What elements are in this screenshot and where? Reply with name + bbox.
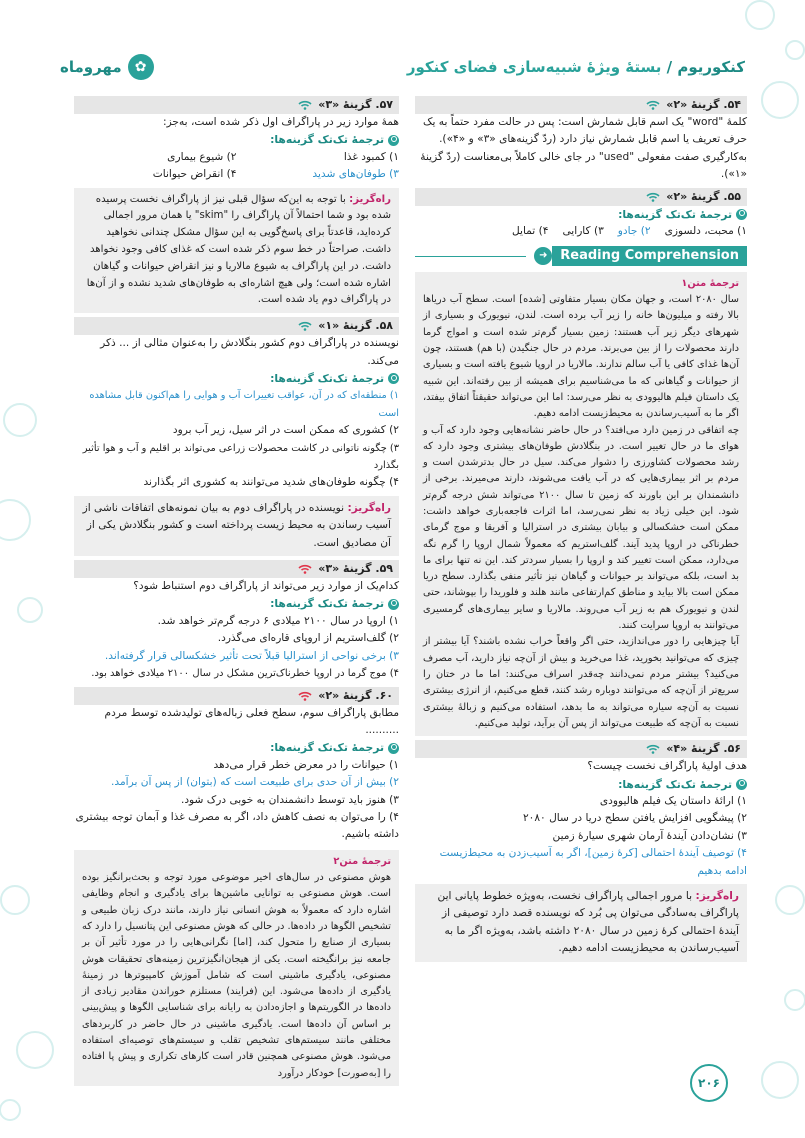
divider <box>415 256 526 257</box>
passage-title: ترجمهٔ متن۲ <box>333 855 391 867</box>
question-54-bar: ۵۴. گزینهٔ «۲» <box>415 96 747 114</box>
tip-text: با توجه به این‌که سؤال قبلی نیز از پاراگراف نخست پرسیده شده بود و شما احتمالاً آن پاراگراف را "skim" یا همان مرور اجمالی کرده‌اید، قاعدتاً برای پاسخ‌گویی به این سؤال مشکل چندانی نخواهید داشت. صراحتاً در خط سوم ذکر شده است که غذای کافی وجود نخواهد داشت. در این پاراگراف به شیوع مالاریا و نیز انقراض حیوانات و گیاهان اشاره شده است؛ ولی هیچ اشاره‌ای به طوفان‌های شدید نشده و از آن‌ها در پاراگراف دوم یاد شده است. <box>86 193 391 306</box>
question-59-bar: ۵۹. گزینهٔ «۳» <box>74 560 399 578</box>
option-2-correct: ۲) جادو <box>617 225 651 238</box>
option-1: ۱) محبت، دلسوزی <box>664 225 747 238</box>
passage-2-translation <box>74 850 399 1086</box>
option-4-correct: ۴) توصیف آیندهٔ احتمالی [کرهٔ زمین]، اگر به آسیب‌زدن به محیط‌زیست ادامه بدهیم <box>439 847 747 877</box>
publisher-logo: ✿ مهروماه <box>60 54 154 80</box>
option-1: ۱) ارائهٔ داستان یک فیلم هالیوودی <box>599 794 747 807</box>
question-59-text: کدام‌یک از موارد زیر می‌تواند از پاراگراف دوم استنباط شود؟ <box>133 580 399 593</box>
header-title: کنکوریوم / بستهٔ ویژهٔ شبیه‌سازی فضای کنکور <box>406 58 745 76</box>
translation-heading: ترجمهٔ تک‌تک گزینه‌ها: <box>74 595 399 612</box>
options-row <box>74 149 399 166</box>
reading-comprehension-banner <box>415 246 747 265</box>
paragraph: هوش مصنوعی در سال‌های اخیر موضوعی مورد توجه و بحث‌برانگیز بوده است. هوش مصنوعی به توانایی ماشین‌ها برای یادگیری و انجام وظایفی اشاره دارد که معمولاً به هوش انسانی نیاز دارند، مانند درک زبان طبیعی و تشخیص الگوها در داده‌ها. در حالی که هوش مصنوعی این پتانسیل را دارد که بسیاری از صنایع را متحول کند، [اما] نگرانی‌هایی را در مورد تأثیر آن بر جامعه نیز برانگیخته است. یکی از هیجان‌انگیزترین زمینه‌های تحقیقات هوش مصنوعی، یادگیری ماشینی است که شامل آموزش کامپیوترها در زمینهٔ یادگیری از داده‌ها می‌شود. این (فرایند) مستلزم خوراندن مقادیر زیادی از داده‌ها در الگوریتم‌ها و اجازه‌دادن به رایانه برای شناسایی الگوها و پیش‌بینی بر اساس آن داده‌ها است. یادگیری ماشینی در حال حاضر در کاربردهای مختلفی مانند سیستم‌های تشخیص تقلب و سیستم‌های توصیه‌ای استفاده می‌شود. هوش مصنوعی همچنین قادر است کارهای تکراری و پیش پا افتاده را [به‌صورت] خودکار درآورد <box>82 872 391 1079</box>
left-column <box>74 92 399 1086</box>
search-icon <box>736 209 747 220</box>
search-icon <box>388 135 399 146</box>
page-header <box>60 50 745 84</box>
option-1-correct: ۱) منطقه‌ای که در آن، عواقب تغییرات آب و هوایی را هم‌اکنون قابل مشاهده است <box>89 390 399 419</box>
question-55-options <box>415 223 747 240</box>
tip-box <box>74 188 399 314</box>
search-icon <box>388 743 399 754</box>
question-57-text: همهٔ موارد زیر در پاراگراف اول ذکر شده است، به‌جز: <box>163 116 399 128</box>
question-60-text: مطابق پاراگراف سوم، سطح فعلی زباله‌های تولیدشده توسط مردم .......... <box>104 706 399 736</box>
option-4: ۴) موج گرما در اروپا خطرناک‌ترین مشکل در سال ۲۱۰۰ میلادی خواهد بود. <box>91 668 399 680</box>
tip-label: راه‌گریز: <box>349 193 391 205</box>
question-58-bar: ۵۸. گزینهٔ «۱» <box>74 317 399 335</box>
question-57-bar: ۵۷. گزینهٔ «۳» <box>74 96 399 114</box>
option-3-correct: ۳) برخی نواحی از استرالیا قبلاً تحت تأثیر خشکسالی قرار گرفته‌اند. <box>104 649 399 662</box>
translation-heading: ترجمهٔ تک‌تک گزینه‌ها: <box>74 131 399 148</box>
translation-heading: ترجمهٔ تک‌تک گزینه‌ها: <box>74 739 399 756</box>
option-4: ۴) را می‌توان به نصف کاهش داد، اگر به مصرف غذا و آبمان توجه بیشتری داشته باشیم. <box>75 810 399 841</box>
section-title: Reading Comprehension <box>552 246 747 265</box>
question-58-text: نویسنده در پاراگراف دوم کشور بنگلادش را به‌عنوان مثالی از ... ذکر می‌کند. <box>100 337 399 367</box>
options-row <box>74 166 399 183</box>
question-56-bar: ۵۶. گزینهٔ «۴» <box>415 740 747 758</box>
question-56-text: هدف اولیهٔ پاراگراف نخست چیست؟ <box>587 760 747 773</box>
difficulty-icon <box>646 744 660 754</box>
tip-text: با مرور اجمالی پاراگراف نخست، به‌ویژه خطوط پایانی این پاراگراف به‌سادگی می‌توان پی بُرد که نویسنده قصد دارد توصیفی از آیندهٔ احتمالی کرهٔ زمین در سال ۲۰۸۰ داشته باشد، به‌ویژه اگر ما به آسیب‌رساندن به محیط‌زیست ادامه دهیم. <box>437 890 739 955</box>
arrow-icon: ➜ <box>534 247 552 265</box>
right-column <box>415 92 747 966</box>
difficulty-icon <box>298 564 312 574</box>
page-number: ۲۰۶ <box>690 1064 728 1102</box>
option-2: ۲) گلف‌استریم از اروپای قاره‌ای می‌گذرد. <box>217 632 399 645</box>
tip-text: نویسنده در پاراگراف دوم به بیان نمونه‌های اتفاقات ناشی از آسیب رساندن به محیط زیست پرداخته است و کشور بنگلادش یکی از آن مصادیق است. <box>82 501 391 549</box>
difficulty-icon <box>646 100 660 110</box>
question-60-bar: ۶۰. گزینهٔ «۲» <box>74 687 399 705</box>
tip-label: راه‌گریز: <box>695 890 739 902</box>
translation-heading: ترجمهٔ تک‌تک گزینه‌ها: <box>415 776 747 793</box>
difficulty-icon <box>298 100 312 110</box>
option-4: ۴) انقراض حیوانات <box>152 168 237 181</box>
option-1: ۱) کمبود غذا <box>343 150 399 163</box>
logo-icon: ✿ <box>128 54 154 80</box>
paragraph: سال ۲۰۸۰ است، و جهان مکان بسیار متفاوتی [شده] است. سطح آب دریاها بالا رفته و میلیون‌ها خانه را زیر آب برده است. لندن، نیویورک و بسیاری از شهرهای دیگر زیر آب هستند: زمین بسیار گرم‌تر شده است و امواج گرما دارند محصولات را از بین می‌برند. مردم در حال جنگیدن (با هم) هستند، چون آن‌ها غذای کافی یا آب سالم ندارند. مالاریا در اروپا شیوع یافته است و بسیاری از حیوانات و گیاهانی که ما می‌شناسیم برای همیشه از بین رفته‌اند. این شبیه یک داستان فیلم هالیوودی به نظر می‌رسد: اما این می‌تواند حقیقتاً اتفاق بیفتد، اگر ما به آسیب‌رساندن به محیط‌زیست ادامه دهیم. <box>423 294 739 420</box>
search-icon <box>736 779 747 790</box>
tip-box <box>415 884 747 962</box>
question-55-bar: ۵۵. گزینهٔ «۲» <box>415 188 747 206</box>
option-2: ۲) پیشگویی افزایش یافتن سطح دریا در سال ۲۰۸۰ <box>522 812 747 825</box>
option-2: ۲) کشوری که ممکن است در اثر سیل، زیر آب برود <box>172 424 399 437</box>
option-3-correct: ۳) طوفان‌های شدید <box>312 168 399 181</box>
option-3: ۳) نشان‌دادن آیندهٔ آرمان شهری سیارهٔ زمین <box>552 829 747 842</box>
difficulty-icon <box>646 192 660 202</box>
search-icon <box>388 599 399 610</box>
tip-label: راه‌گریز: <box>347 501 391 514</box>
question-54-text: کلمهٔ "word" یک اسم قابل شمارش است: پس در حالت مفرد حتماً به یک حرف تعریف یا اسم قابل شمارش نیاز دارد (ردّ گزینه‌های «۳» و «۴»). به‌کارگیری صفت مفعولی "used" در جای خالی کاملاً بی‌معناست (ردّ گزینهٔ «۱»). <box>420 116 747 181</box>
option-4: ۴) تمایل <box>511 225 549 238</box>
option-4: ۴) چگونه طوفان‌های شدید می‌توانند به کشوری اثر بگذارند <box>143 476 399 489</box>
option-1: ۱) حیوانات را در معرض خطر قرار می‌دهد <box>213 758 399 771</box>
paragraph: چه اتفاقی در زمین دارد می‌افتد؟ در حال حاضر نشانه‌هایی وجود دارد که آب و هوای ما در حال تغییر است. در بنگلادش طوفان‌های بیشتری وجود دارد که رشد محصولات کشاورزی را دشوار می‌کند. سیل در حال بدترشدن است و مردم بر اثر بیماری‌هایی که در آب یافت می‌شوند، دارند می‌میرند. برخی از دانشمندان بر این باورند که زمین تا سال ۲۱۰۰ می‌تواند شش درجه گرم‌تر شود. این خیلی زیاد به نظر نمی‌رسد، اما اثرات فاجعه‌باری خواهد داشت: ممکن است خشکسالی و بیابان بیشتری در استرالیا و آفریقا و موج گرمای خطرناکی در اروپا پدید آیند. گلف‌استریم که معمولاً شمال اروپا را گرم نگه می‌دارد، ممکن است تغییر کند و اروپا را بسیار سردتر کند. این نه تنها برای ما بد است، بلکه می‌تواند بر حیوانات و گیاهان نیز تأثیر منفی بگذارد. سطح دریا ممکن است بالا بیاید و مناطق کم‌ارتفاعی مانند هلند و فلوریدا را بپوشاند، حتی لندن و نیویورک هم به زیر آب می‌روند. مالاریا و سایر بیماری‌های گرمسیری می‌توانند به اروپا سرایت کنند. <box>423 424 739 632</box>
difficulty-icon <box>298 691 312 701</box>
option-3: ۳) کارایی <box>562 225 604 238</box>
difficulty-icon <box>298 321 312 331</box>
paragraph: آیا چیزهایی را دور می‌اندازید، حتی اگر واقعاً خراب نشده باشند؟ آیا بیشتر از چیزی که می‌توانید بخورید، غذا می‌خرید و بیش از آن‌چه نیاز دارید، آب مصرف می‌کنید؟ بیشتر مردم نمی‌دانند چه‌قدر اسراف می‌کنند: اما ما در ختان را سریع‌تر از آن‌چه که می‌توانند دوباره رشد کنند، قطع می‌کنیم، از انرژی بیشتری نسبت به آن‌چه سیاره می‌تواند به ما بدهد، استفاده می‌کنیم و زبالهٔ بیشتری نسبت به آن‌چه که طبیعت می‌تواند از پس آن برآید، تولید می‌کنیم. <box>423 636 739 729</box>
search-icon <box>388 373 399 384</box>
option-3: ۳) هنوز باید توسط دانشمندان به خوبی درک شود. <box>180 793 399 806</box>
option-3: ۳) چگونه ناتوانی در کاشت محصولات زراعی می‌تواند بر اقلیم و آب و هوا تأثیر بگذارد <box>82 442 399 472</box>
passage-title: ترجمهٔ متن۱ <box>681 277 739 289</box>
option-2: ۲) شیوع بیماری <box>167 150 237 163</box>
translation-heading: ترجمهٔ تک‌تک گزینه‌ها: <box>74 370 399 387</box>
translation-heading: ترجمهٔ تک‌تک گزینه‌ها: <box>415 206 747 223</box>
option-1: ۱) اروپا در سال ۲۱۰۰ میلادی ۶ درجه گرم‌تر خواهد شد. <box>157 614 399 627</box>
passage-1-translation <box>415 272 747 736</box>
tip-box <box>74 496 399 556</box>
option-2-correct: ۲) بیش از آن حدی برای طبیعت است که (بتوان) از پس آن برآمد. <box>111 776 399 789</box>
